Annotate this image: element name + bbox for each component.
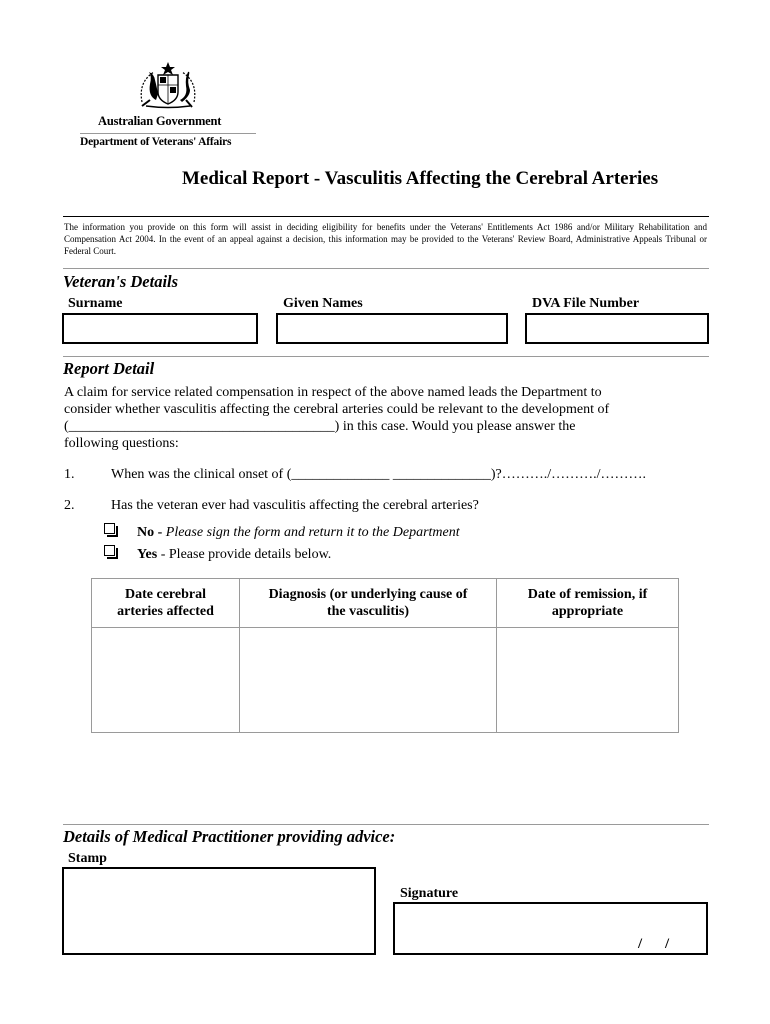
no-option-text: Please sign the form and return it to the Department	[162, 525, 460, 540]
col-header-line: Diagnosis (or underlying cause of	[268, 587, 468, 602]
no-option-label	[137, 524, 460, 541]
question-2-text: Has the veteran ever had vasculitis affecting the cerebral arteries?	[111, 498, 479, 513]
title-rule	[63, 216, 709, 217]
signature-box[interactable]	[393, 902, 708, 955]
department-name: Department of Veterans' Affairs	[80, 136, 232, 148]
surname-label: Surname	[68, 296, 123, 311]
header-divider	[80, 133, 256, 134]
coat-of-arms-icon	[128, 60, 208, 110]
question-2-number: 2.	[64, 498, 75, 513]
yes-option-bold: Yes	[137, 547, 158, 562]
intro-text: The information you provide on this form will assist in deciding eligibility for benefits under the Veterans' Entitlements Act 1986 and/or Military Rehabilitation and Compensation Act 2004. In the event of an appeal against a decision, this information may be provided to the Veterans' Review Board, Administrative Appeals Tribunal or Federal Court.	[64, 222, 707, 256]
given-names-label: Given Names	[283, 296, 363, 311]
page-title: Medical Report - Vasculitis Affecting the Cerebral Arteries	[182, 168, 659, 189]
diagnosis-cell[interactable]	[240, 628, 497, 733]
government-name: Australian Government	[98, 114, 222, 128]
dva-file-number-label: DVA File Number	[532, 296, 640, 311]
veteran-details-heading: Veteran's Details	[63, 272, 179, 291]
col-header-line: arteries affected	[117, 604, 214, 619]
practitioner-heading: Details of Medical Practitioner providing advice:	[63, 827, 396, 846]
given-names-field[interactable]	[276, 313, 508, 344]
vasculitis-details-table	[91, 578, 679, 733]
col-header-date-affected	[92, 579, 240, 628]
col-header-diagnosis	[240, 579, 497, 628]
date-slash: /	[638, 936, 643, 952]
report-paragraph-line: consider whether vasculitis affecting the cerebral arteries could be relevant to the development of	[64, 402, 610, 417]
section-divider	[63, 824, 709, 825]
date-affected-cell[interactable]	[92, 628, 240, 733]
stamp-label: Stamp	[68, 851, 107, 866]
no-checkbox[interactable]	[104, 523, 115, 534]
report-paragraph-line: following questions:	[64, 436, 179, 451]
col-header-line: Date of remission, if	[527, 587, 648, 602]
remission-cell[interactable]	[497, 628, 679, 733]
yes-option-text: - Please provide details below.	[157, 547, 332, 562]
col-header-line: the vasculitis)	[326, 604, 410, 619]
date-slash: /	[665, 936, 670, 952]
yes-option-label	[137, 546, 331, 563]
no-option-bold: No -	[137, 525, 163, 540]
report-paragraph-line: A claim for service related compensation in respect of the above named leads the Department to	[64, 385, 602, 400]
surname-field[interactable]	[62, 313, 258, 344]
report-detail-heading: Report Detail	[63, 359, 155, 378]
question-1-text[interactable]: When was the clinical onset of (______________ ______________)?………./………./……….	[111, 467, 647, 482]
col-header-line: appropriate	[551, 604, 624, 619]
table-row	[92, 628, 679, 733]
section-divider	[63, 356, 709, 357]
signature-label: Signature	[400, 886, 459, 901]
question-1-number: 1.	[64, 467, 75, 482]
dva-file-number-field[interactable]	[525, 313, 709, 344]
stamp-box[interactable]	[62, 867, 376, 955]
section-divider	[63, 268, 709, 269]
col-header-line: Date cerebral	[125, 587, 206, 602]
yes-checkbox[interactable]	[104, 545, 115, 556]
condition-blank-line[interactable]: (______________________________________) in this case. Would you please answer the	[64, 419, 576, 434]
col-header-remission	[497, 579, 679, 628]
